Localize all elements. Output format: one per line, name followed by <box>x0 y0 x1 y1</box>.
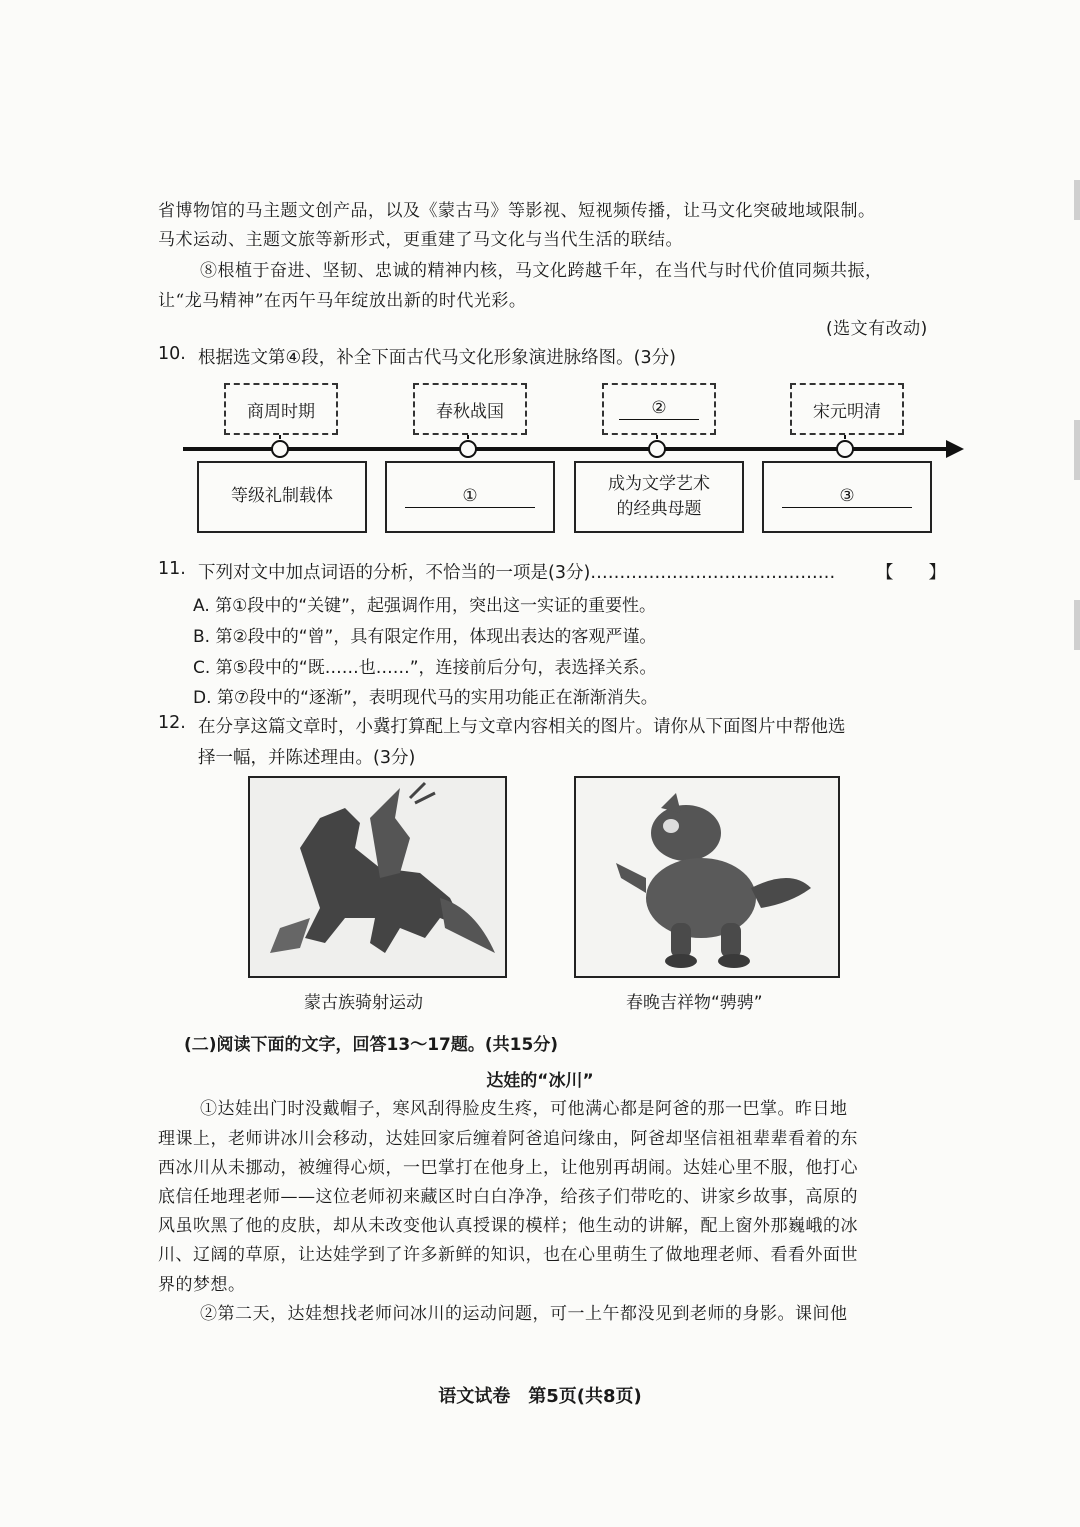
timeline-axis <box>183 447 949 451</box>
question-10-text: 根据选文第④段，补全下面古代马文化形象演进脉络图。(3分) <box>198 348 676 368</box>
article-line: 底信任地理老师——这位老师初来藏区时白白净净，给孩子们带吃的、讲家乡故事，高原的 <box>158 1187 858 1207</box>
timeline-arrow-icon <box>946 440 964 458</box>
timeline-node <box>648 440 666 458</box>
passage-paragraph-8: ⑧根植于奋进、坚韧、忠诚的精神内核，马文化跨越千年，在当代与时代价值同频共振， <box>200 261 883 281</box>
question-number: 12. <box>158 713 186 733</box>
option-b[interactable]: B. 第②段中的“曾”，具有限定作用，体现出表达的客观严谨。 <box>193 627 657 647</box>
timeline-node <box>459 440 477 458</box>
answer-blank-2[interactable]: ② <box>619 398 699 419</box>
role-box <box>574 461 744 533</box>
role-box: 等级礼制载体 <box>197 461 367 533</box>
period-box-blank-2 <box>602 383 716 435</box>
role-box-blank-3 <box>762 461 932 533</box>
role-box-blank-1 <box>385 461 555 533</box>
horse-rider-illustration <box>250 778 505 976</box>
image-caption-2: 春晚吉祥物“骋骋” <box>626 993 763 1013</box>
article-title: 达娃的“冰川” <box>486 1071 594 1091</box>
timeline-node <box>836 440 854 458</box>
role-text: 的经典母题 <box>616 499 702 519</box>
period-box: 商周时期 <box>224 383 338 435</box>
answer-blank-3[interactable]: ③ <box>782 486 912 507</box>
image-horse-rider[interactable] <box>248 776 507 978</box>
scan-edge <box>1074 420 1080 480</box>
answer-bracket[interactable]: 【 】 <box>876 563 946 583</box>
question-number: 10. <box>158 344 186 364</box>
image-caption-1: 蒙古族骑射运动 <box>304 993 423 1013</box>
question-11-text: 下列对文中加点词语的分析，不恰当的一项是(3分)…………………………………… <box>198 563 836 583</box>
article-line: 川、辽阔的草原，让达娃学到了许多新鲜的知识，也在心里萌生了做地理老师、看看外面世 <box>158 1245 858 1265</box>
article-line: 风虽吹黑了他的皮肤，却从未改变他认真授课的模样；他生动的讲解，配上窗外那巍峨的冰 <box>158 1216 858 1236</box>
question-12-line2: 择一幅，并陈述理由。(3分) <box>198 748 416 768</box>
period-box: 春秋战国 <box>413 383 527 435</box>
mascot-horse-illustration <box>576 778 838 976</box>
passage-line: 马术运动、主题文旅等新形式，更重建了马文化与当代生活的联结。 <box>158 230 683 250</box>
question-12-line1: 在分享这篇文章时，小冀打算配上与文章内容相关的图片。请你从下面图片中帮他选 <box>198 717 846 737</box>
image-mascot-horse[interactable] <box>574 776 840 978</box>
passage-line: 省博物馆的马主题文创产品，以及《蒙古马》等影视、短视频传播，让马文化突破地域限制。 <box>158 201 876 221</box>
article-line: 西冰川从未挪动，被缠得心烦，一巴掌打在他身上，让他别再胡闹。达娃心里不服，他打心 <box>158 1158 858 1178</box>
answer-blank-1[interactable]: ① <box>405 486 535 507</box>
section-heading: (二)阅读下面的文字，回答13～17题。(共15分) <box>184 1035 559 1055</box>
scan-edge <box>1074 600 1080 650</box>
option-a[interactable]: A. 第①段中的“关键”，起强调作用，突出这一实证的重要性。 <box>193 596 656 616</box>
article-line: ①达娃出门时没戴帽子，寒风刮得脸皮生疼，可他满心都是阿爸的那一巴掌。昨日地 <box>200 1099 848 1119</box>
scan-edge <box>1074 180 1080 220</box>
article-line: ②第二天，达娃想找老师问冰川的运动问题，可一上午都没见到老师的身影。课间他 <box>200 1304 848 1324</box>
passage-line: 让“龙马精神”在丙午马年绽放出新的时代光彩。 <box>158 291 527 311</box>
article-line: 理课上，老师讲冰川会移动，达娃回家后缠着阿爸追问缘由，阿爸却坚信祖祖辈辈看着的东 <box>158 1129 858 1149</box>
timeline-node <box>271 440 289 458</box>
page-footer: 语文试卷 第5页(共8页) <box>438 1386 642 1407</box>
option-d[interactable]: D. 第⑦段中的“逐渐”，表明现代马的实用功能正在渐渐消失。 <box>193 688 658 708</box>
period-box: 宋元明清 <box>790 383 904 435</box>
option-c[interactable]: C. 第⑤段中的“既……也……”，连接前后分句，表选择关系。 <box>193 658 657 678</box>
source-note: (选文有改动) <box>826 319 928 339</box>
question-number: 11. <box>158 559 186 579</box>
article-line: 界的梦想。 <box>158 1275 246 1295</box>
role-text: 成为文学艺术 <box>608 473 710 494</box>
